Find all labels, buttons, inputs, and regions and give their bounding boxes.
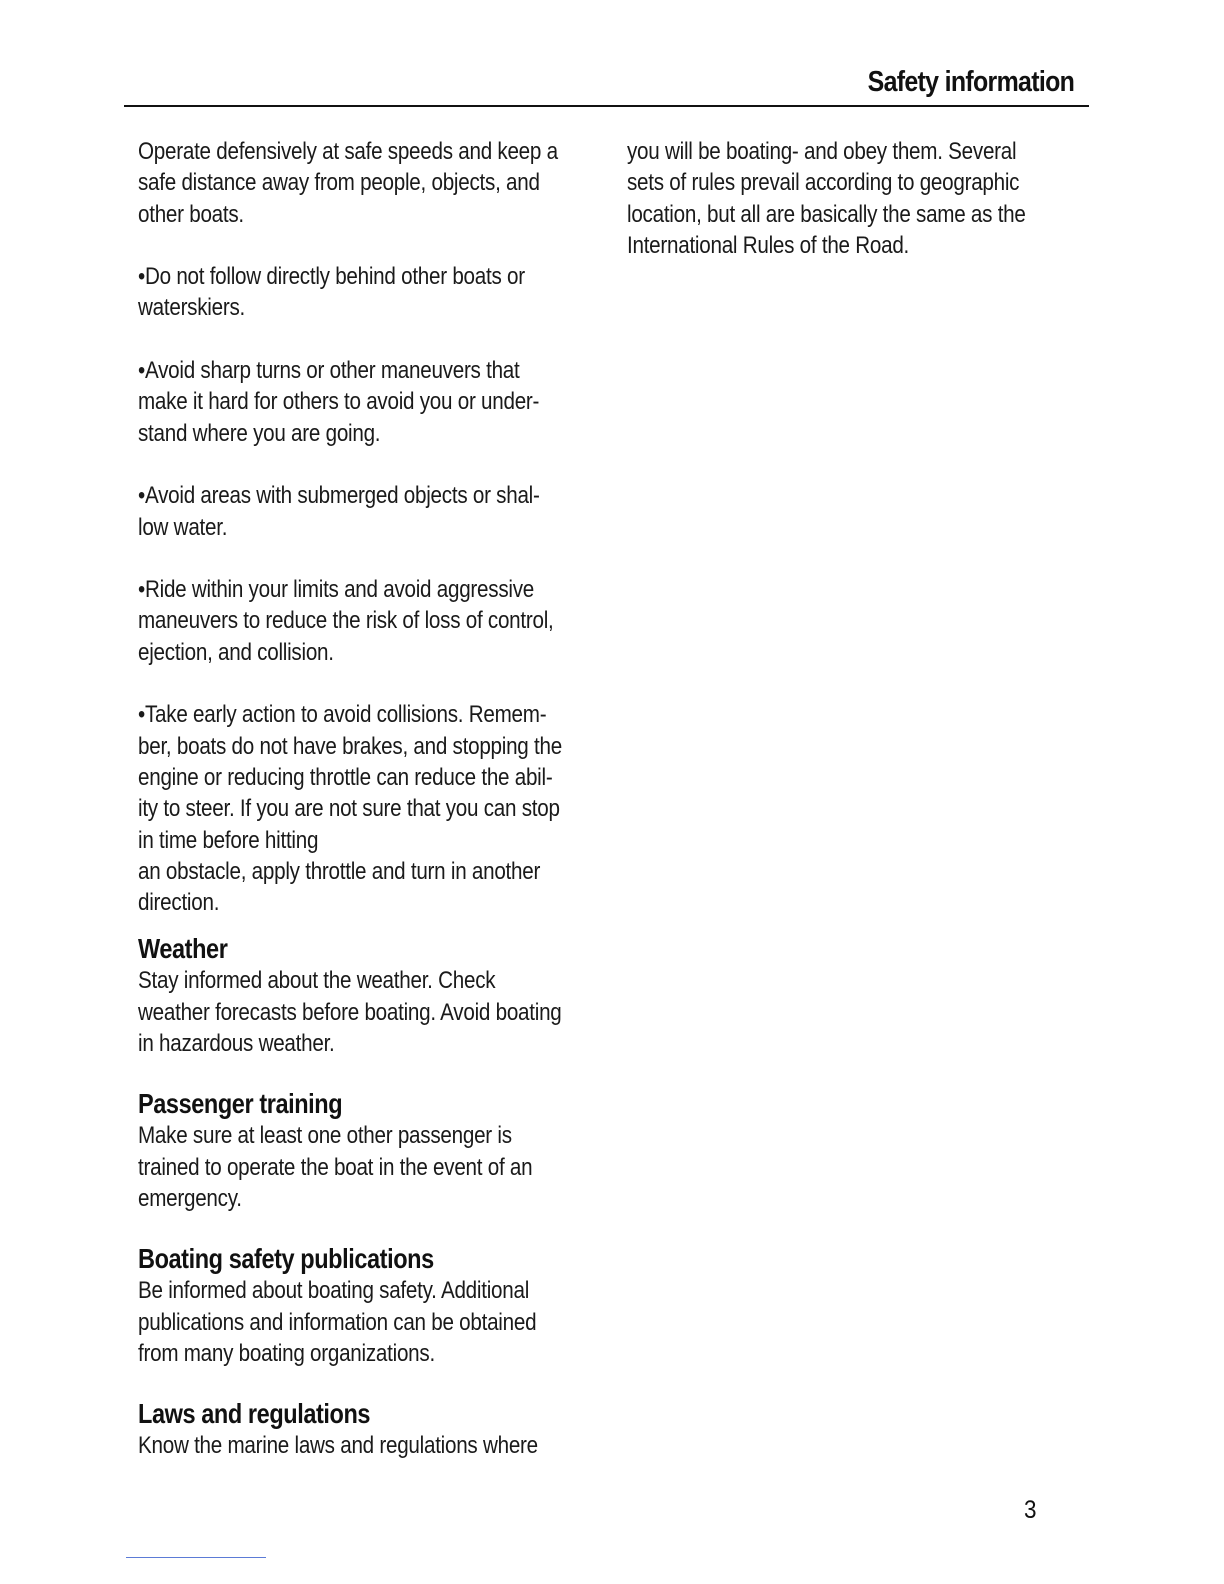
- text-line: •Ride within your limits and avoid aggressive: [138, 576, 535, 604]
- text-line: Operate defensively at safe speeds and keep a: [138, 138, 558, 165]
- section-boating-safety-publications: [138, 1242, 598, 1369]
- text-line: Make sure at least one other passenger is: [138, 1122, 512, 1150]
- text-line: trained to operate the boat in the event of an: [138, 1153, 533, 1181]
- page-header-title: Safety information: [867, 66, 1074, 98]
- intro-paragraph: [138, 136, 598, 230]
- text-line: •Avoid areas with submerged objects or shal-: [138, 482, 540, 510]
- text-line: waterskiers.: [138, 294, 246, 322]
- section-heading: Passenger training: [138, 1088, 343, 1120]
- bullet-item: [138, 699, 598, 918]
- text-line: from many boating organizations.: [138, 1339, 435, 1367]
- text-line: emergency.: [138, 1184, 242, 1212]
- text-line: ber, boats do not have brakes, and stopping the: [138, 732, 562, 760]
- left-column: [138, 136, 598, 1461]
- laws-continued-paragraph: [627, 136, 1087, 261]
- text-line: engine or reducing throttle can reduce the abil-: [138, 763, 553, 791]
- text-line: Stay informed about the weather. Check: [138, 967, 496, 995]
- section-heading: Weather: [138, 933, 228, 965]
- text-line: •Do not follow directly behind other boats or: [138, 263, 525, 291]
- header-divider: [124, 105, 1089, 107]
- text-line: Be informed about boating safety. Additional: [138, 1277, 530, 1305]
- section-laws-and-regulations: [138, 1397, 598, 1461]
- text-line: stand where you are going.: [138, 419, 381, 447]
- text-line: weather forecasts before boating. Avoid boating: [138, 998, 562, 1026]
- text-line: •Take early action to avoid collisions. Remem-: [138, 701, 547, 729]
- text-line: ejection, and collision.: [138, 638, 334, 666]
- text-line: Know the marine laws and regulations where: [138, 1432, 538, 1460]
- text-line: maneuvers to reduce the risk of loss of control,: [138, 607, 554, 635]
- section-passenger-training: [138, 1087, 598, 1214]
- text-line: low water.: [138, 513, 228, 541]
- text-line: •Avoid sharp turns or other maneuvers that: [138, 357, 520, 385]
- text-line: direction.: [138, 889, 220, 917]
- right-column: [627, 136, 1087, 261]
- text-line: in hazardous weather.: [138, 1030, 335, 1058]
- page-number: 3: [1024, 1496, 1037, 1524]
- footer-link-underline: [126, 1557, 266, 1558]
- text-line: an obstacle, apply throttle and turn in another: [138, 857, 541, 885]
- text-line: make it hard for others to avoid you or under-: [138, 388, 540, 416]
- text-line: International Rules of the Road.: [627, 231, 910, 259]
- text-line: other boats.: [138, 200, 244, 228]
- text-line: publications and information can be obtained: [138, 1308, 537, 1336]
- text-line: ity to steer. If you are not sure that you can stop: [138, 795, 560, 823]
- text-line: location, but all are basically the same as the: [627, 200, 1026, 228]
- text-line: sets of rules prevail according to geographic: [627, 169, 1020, 197]
- text-line: safe distance away from people, objects, and: [138, 169, 540, 197]
- section-weather: [138, 932, 598, 1059]
- text-line: you will be boating- and obey them. Several: [627, 138, 1017, 165]
- bullet-item: [138, 480, 598, 543]
- section-heading: Boating safety publications: [138, 1243, 434, 1275]
- text-line: in time before hitting: [138, 826, 319, 854]
- bullet-item: [138, 355, 598, 449]
- section-heading: Laws and regulations: [138, 1398, 371, 1430]
- bullet-item: [138, 574, 598, 668]
- bullet-item: [138, 261, 598, 324]
